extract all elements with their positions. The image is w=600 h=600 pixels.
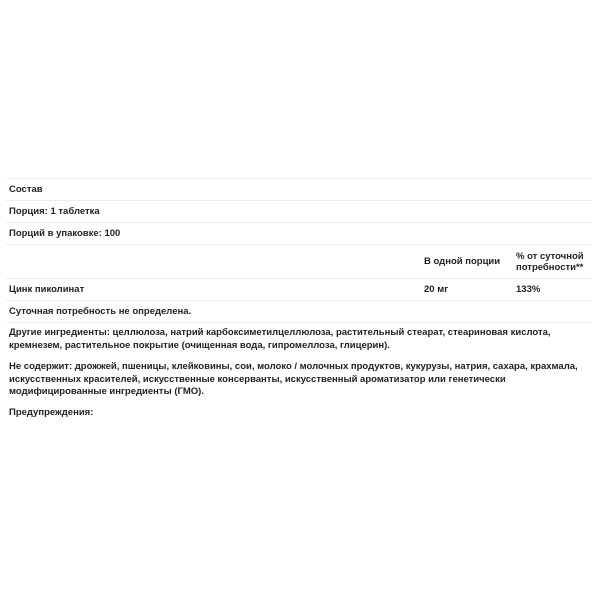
free-from-statement: Не содержит: дрожжей, пшеницы, клейковины, сои, молоко / молочных продуктов, кукурузы, натрия, сахара, крахмала, искусственных красителей, искусственные консерванты, искусственный ароматизатор или генетически модифицированные ингредиенты (ГМО). <box>9 361 578 397</box>
servings-per-container-row <box>6 223 592 245</box>
header-name-cell <box>6 245 421 279</box>
header-dv-line2: потребности** <box>516 261 584 273</box>
servings-per-container: Порций в упаковке: 100 <box>6 223 592 245</box>
header-dv-line1: % от суточной <box>516 250 584 262</box>
table-row <box>6 279 592 301</box>
supplement-facts-table <box>6 178 592 323</box>
ingredient-daily-value: 133% <box>513 279 592 301</box>
ingredient-amount: 20 мг <box>421 279 513 301</box>
other-ingredients: Другие ингредиенты: целлюлоза, натрий карбоксиметилцеллюлоза, растительный стеарат, стеариновая кислота, кремнезем, растительное покрытие (очищенная вода, гипромеллоза, глицерин). <box>9 327 551 351</box>
table-header-row <box>6 245 592 279</box>
header-daily-value <box>513 245 592 279</box>
ingredient-name: Цинк пиколинат <box>6 279 421 301</box>
header-amount: В одной порции <box>421 245 513 279</box>
table-title: Состав <box>6 179 592 201</box>
footnote-row <box>6 301 592 323</box>
serving-size: Порция: 1 таблетка <box>6 201 592 223</box>
table-title-row <box>6 179 592 201</box>
warnings-label: Предупреждения: <box>9 407 94 418</box>
daily-value-footnote: Суточная потребность не определена. <box>6 301 592 323</box>
serving-size-row <box>6 201 592 223</box>
